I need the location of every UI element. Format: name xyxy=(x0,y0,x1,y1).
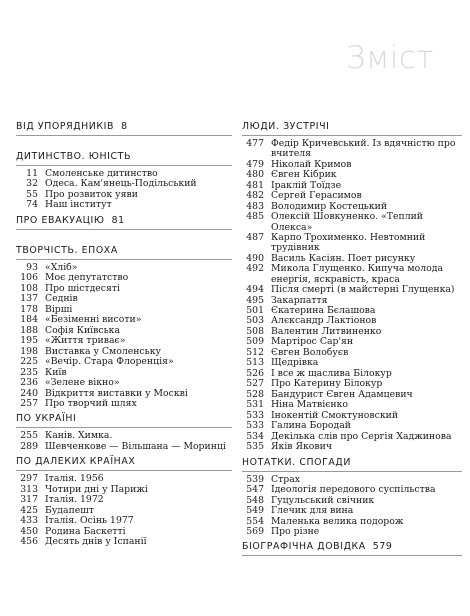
section-heading xyxy=(242,121,462,136)
entry-title: «Життя триває» xyxy=(45,335,126,347)
toc-entry xyxy=(16,315,232,325)
entry-title: Про розвиток уяви xyxy=(45,188,138,200)
section-heading-text: ДИТИНСТВО. ЮНІСТЬ xyxy=(16,151,132,162)
entry-title: Моє депутатство xyxy=(45,272,129,284)
toc-right-column xyxy=(242,121,462,571)
entry-title: «Вечір. Стара Флоренція» xyxy=(45,356,174,368)
toc-entry xyxy=(16,537,232,547)
toc-entry xyxy=(16,336,232,346)
toc-entry xyxy=(242,264,462,285)
entry-page-number: 74 xyxy=(26,199,38,211)
entry-page-number: 236 xyxy=(20,377,38,389)
entry-page-number: 235 xyxy=(20,366,38,378)
entry-title: Ідеологія передового суспільства xyxy=(271,484,436,496)
entry-page-number: 534 xyxy=(246,430,264,442)
toc-entry xyxy=(242,442,462,452)
section-heading xyxy=(242,457,462,472)
entry-page-number: 106 xyxy=(20,272,38,284)
entry-title: Софія Київська xyxy=(45,324,121,336)
section-heading-text: ПО ДАЛЕКИХ КРАЇНАХ xyxy=(16,456,136,468)
entry-page-number: 32 xyxy=(26,178,38,190)
section-heading-page: 81 xyxy=(111,214,125,226)
toc-section xyxy=(242,121,462,453)
toc-left-column xyxy=(16,121,232,551)
section-heading-text: ПРО ЕВАКУАЦІЮ xyxy=(16,214,105,226)
entry-title: Після смерті (в майстерні Глущенка) xyxy=(271,284,455,296)
entry-page-number: 528 xyxy=(246,388,264,400)
entry-page-number: 313 xyxy=(20,483,38,495)
entry-page-number: 527 xyxy=(246,378,264,390)
toc-entry xyxy=(16,378,232,388)
toc-entry xyxy=(242,485,462,495)
entry-page-number: 184 xyxy=(20,314,38,326)
entry-page-number: 533 xyxy=(246,420,264,432)
entry-title: Київ xyxy=(45,366,67,378)
section-heading-text: ВІД УПОРЯДНИКІВ xyxy=(16,121,115,132)
entry-page-number: 495 xyxy=(246,294,264,306)
toc-section xyxy=(242,541,462,556)
entry-title: Декілька слів про Сергія Хаджинова xyxy=(271,430,452,442)
entry-page-number: 477 xyxy=(246,138,264,149)
entry-title: Галина Бородай xyxy=(271,420,351,432)
entry-page-number: 483 xyxy=(246,200,264,212)
entry-title: Ніколай Кримов xyxy=(271,158,352,170)
entry-page-number: 531 xyxy=(246,399,264,411)
entry-title: Про різне xyxy=(271,526,320,538)
section-heading xyxy=(16,456,232,471)
entry-title: Єкатерина Бєлашова xyxy=(271,305,376,316)
section-heading xyxy=(16,121,232,136)
entry-title: Вірші xyxy=(45,303,73,315)
toc-entry xyxy=(16,273,232,283)
section-heading xyxy=(16,215,232,230)
entry-page-number: 492 xyxy=(246,263,264,275)
entry-page-number: 494 xyxy=(246,284,264,296)
toc-entry xyxy=(242,285,462,295)
section-heading xyxy=(16,151,232,166)
entry-page-number: 508 xyxy=(246,325,264,337)
entry-title: Бандурист Євген Адамцевич xyxy=(271,388,413,400)
entry-title: І все ж щаслива Білокур xyxy=(271,367,392,379)
entry-page-number: 195 xyxy=(20,335,38,347)
section-heading xyxy=(16,245,232,260)
entry-title: Глечик для вина xyxy=(271,505,354,517)
section-heading-text: НОТАТКИ. СПОГАДИ xyxy=(242,456,351,468)
entry-page-number: 456 xyxy=(20,536,38,548)
entry-title: Про шістдесяті xyxy=(45,282,120,294)
entry-page-number: 257 xyxy=(20,398,38,410)
entry-page-number: 178 xyxy=(20,303,38,315)
entry-title: Микола Глущенко. Кипуча молода енергія, яскравість, краса xyxy=(271,263,444,285)
toc-entry xyxy=(16,294,232,304)
toc-entry xyxy=(16,495,232,505)
entry-page-number: 198 xyxy=(20,345,38,357)
entry-page-number: 512 xyxy=(246,346,264,358)
entry-page-number: 297 xyxy=(20,473,38,485)
toc-entry xyxy=(242,527,462,537)
entry-page-number: 526 xyxy=(246,367,264,379)
entry-page-number: 485 xyxy=(246,211,264,223)
entry-page-number: 225 xyxy=(20,356,38,368)
toc-section xyxy=(242,457,462,538)
section-heading-text: ТВОРЧІСТЬ. ЕПОХА xyxy=(16,244,118,256)
toc-section xyxy=(16,413,232,452)
toc-entry xyxy=(16,442,232,452)
entry-title: Гуцульський свічник xyxy=(271,494,375,506)
toc-section xyxy=(16,121,232,136)
section-heading-text: ЛЮДИ. ЗУСТРІЧІ xyxy=(242,121,330,132)
entry-title: Федір Кричевський. Із вдячністю про вчителя xyxy=(271,138,456,160)
entry-title: Канів. Химка. xyxy=(45,430,113,442)
entry-page-number: 503 xyxy=(246,315,264,327)
section-heading xyxy=(242,541,462,556)
section-heading xyxy=(16,413,232,428)
entry-title: Євген Кібрик xyxy=(271,169,337,181)
entry-title: Ніна Матвієнко xyxy=(271,399,348,411)
entry-title: Чотири дні у Парижі xyxy=(45,483,148,495)
entry-page-number: 433 xyxy=(20,515,38,527)
entry-title: «Безіменні висоти» xyxy=(45,314,142,326)
entry-page-number: 554 xyxy=(246,515,264,527)
toc-entry xyxy=(242,212,462,233)
entry-title: Валентин Литвиненко xyxy=(271,325,382,337)
entry-title: Шевченкове — Вільшана — Моринці xyxy=(45,440,226,452)
entry-title: Седнів xyxy=(45,293,78,305)
entry-page-number: 55 xyxy=(26,188,38,200)
entry-title: Володимир Костецький xyxy=(271,200,388,212)
entry-page-number: 480 xyxy=(246,169,264,181)
section-heading-text: БІОГРАФІЧНА ДОВІДКА xyxy=(242,541,366,553)
entry-title: Василь Касіян. Поет рисунку xyxy=(271,252,416,264)
entry-page-number: 539 xyxy=(246,473,264,485)
section-heading-page: 579 xyxy=(372,541,393,553)
entry-page-number: 487 xyxy=(246,231,264,243)
entry-title: Виставка у Смоленську xyxy=(45,345,161,357)
toc-section xyxy=(16,215,232,230)
entry-page-number: 11 xyxy=(26,168,38,179)
entry-title: Родина Баскетті xyxy=(45,525,126,537)
entry-title: Карпо Трохименко. Невтомний трудівник xyxy=(271,231,426,254)
entry-title: Олексій Шовкуненко. «Теплий Олекса» xyxy=(271,211,423,233)
entry-page-number: 93 xyxy=(26,261,38,273)
entry-page-number: 569 xyxy=(246,526,264,538)
entry-title: «Зелене вікно» xyxy=(45,377,120,389)
entry-page-number: 425 xyxy=(20,504,38,516)
toc-entry xyxy=(242,139,462,160)
toc-entry xyxy=(242,191,462,201)
section-heading-text: ПО УКРАЇНІ xyxy=(16,413,77,425)
entry-title: Алєксандр Лактіонов xyxy=(271,315,377,327)
entry-page-number: 533 xyxy=(246,409,264,421)
entry-page-number: 547 xyxy=(246,484,264,496)
entry-page-number: 481 xyxy=(246,179,264,191)
toc-section xyxy=(16,456,232,547)
entry-page-number: 317 xyxy=(20,494,38,506)
entry-page-number: 501 xyxy=(246,305,264,316)
toc-section xyxy=(16,151,232,211)
toc-entry xyxy=(16,474,232,484)
entry-title: Сергей Герасимов xyxy=(271,190,362,202)
entry-title: Десять днів у Іспанії xyxy=(45,536,147,548)
entry-title: Щедрівка xyxy=(271,357,319,369)
entry-page-number: 240 xyxy=(20,387,38,399)
entry-title: Одеса. Кам'янець-Подільський xyxy=(45,178,197,190)
entry-title: Смоленське дитинство xyxy=(45,168,158,179)
entry-page-number: 255 xyxy=(20,430,38,442)
entry-title: Про творчий шлях xyxy=(45,398,137,410)
entry-page-number: 479 xyxy=(246,158,264,170)
entry-page-number: 513 xyxy=(246,357,264,369)
entry-page-number: 188 xyxy=(20,324,38,336)
entry-title: Закарпаття xyxy=(271,294,328,306)
toc-entry xyxy=(16,399,232,409)
entry-page-number: 108 xyxy=(20,282,38,294)
toc-entry xyxy=(16,516,232,526)
entry-title: Мартірос Сар'ян xyxy=(271,336,354,348)
entry-title: Наш інститут xyxy=(45,199,112,211)
entry-title: Іраклій Тоїдзе xyxy=(271,179,342,191)
entry-title: Італія. Осінь 1977 xyxy=(45,515,134,527)
entry-title: Італія. 1956 xyxy=(45,473,104,485)
toc-entry xyxy=(242,506,462,516)
entry-title: Будапешт xyxy=(45,504,95,516)
entry-page-number: 490 xyxy=(246,252,264,264)
entry-title: Італія. 1972 xyxy=(45,494,104,506)
section-heading-page: 8 xyxy=(121,121,128,132)
entry-title: Яків Якович xyxy=(271,441,332,453)
toc-entry xyxy=(16,200,232,210)
entry-page-number: 289 xyxy=(20,440,38,452)
entry-title: Страх xyxy=(271,473,300,485)
entry-page-number: 450 xyxy=(20,525,38,537)
page-title: Зміст xyxy=(345,40,434,76)
entry-title: «Хліб» xyxy=(45,261,78,273)
entry-page-number: 535 xyxy=(246,441,264,453)
entry-title: Про Катерину Білокур xyxy=(271,378,383,390)
entry-title: Маленька велика подорож xyxy=(271,515,404,527)
entry-page-number: 482 xyxy=(246,190,264,202)
toc-entry xyxy=(242,233,462,254)
entry-page-number: 548 xyxy=(246,494,264,506)
toc-section xyxy=(16,245,232,410)
entry-page-number: 509 xyxy=(246,336,264,348)
entry-page-number: 137 xyxy=(20,293,38,305)
entry-title: Відкриття виставки у Москві xyxy=(45,387,188,399)
toc-entry xyxy=(16,357,232,367)
entry-title: Євген Волобуєв xyxy=(271,346,349,358)
entry-title: Інокентій Смоктуновский xyxy=(271,409,399,421)
entry-page-number: 549 xyxy=(246,505,264,517)
